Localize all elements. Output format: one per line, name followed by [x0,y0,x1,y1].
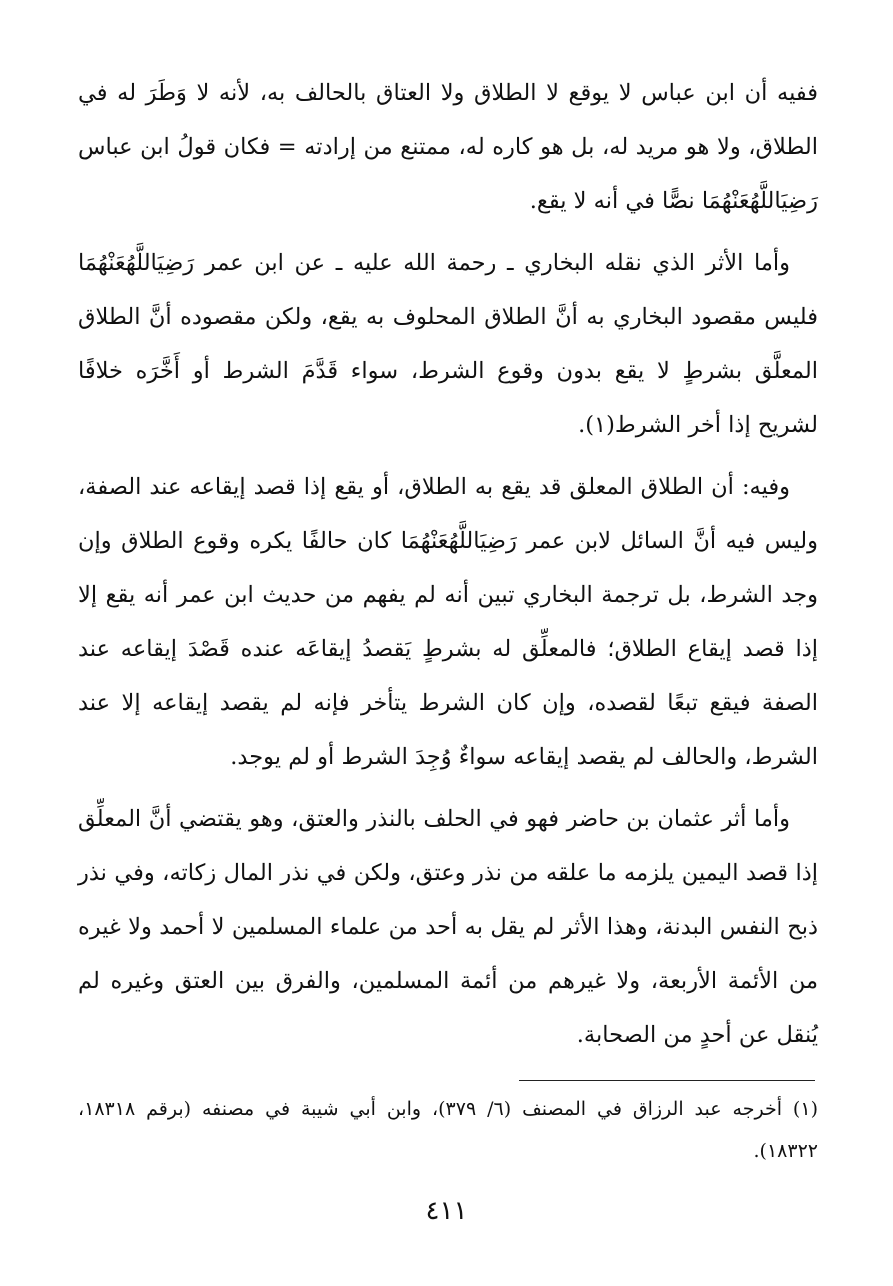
main-text-body [78,66,818,1070]
paragraph-4: وأما أثر عثمان بن حاضر فهو في الحلف بالنذر والعتق، وهو يقتضي أنَّ المعلِّق إذا قصد اليمين يلزمه ما علقه من نذر وعتق، ولكن في نذر المال زكاته، وفي نذر ذبح النفس البدنة، وهذا الأثر لم يقل به أحد من علماء المسلمين لا أحمد ولا غيره من الأئمة الأربعة، ولا غيرهم من أئمة المسلمين، والفرق بين العتق وغيره لم يُنقل عن أحدٍ من الصحابة. [78,806,818,1048]
paragraph-1: ففيه أن ابن عباس لا يوقع لا الطلاق ولا العتاق بالحالف به، لأنه لا وَطَرَ له في الطلاق، ولا هو مريد له، بل هو كاره له، ممتنع من إرادته = فكان قولُ ابن عباس رَضِيَاللَّهُعَنْهُمَا نصًّا في أنه لا يقع. [78,80,818,214]
paragraph-2: وأما الأثر الذي نقله البخاري ـ رحمة الله عليه ـ عن ابن عمر رَضِيَاللَّهُعَنْهُمَا فليس مقصود البخاري به أنَّ الطلاق المحلوف به يقع، ولكن مقصوده أنَّ الطلاق المعلَّق بشرطٍ لا يقع بدون وقوع الشرط، سواء قَدَّمَ الشرط أو أَخَّرَه خلافًا لشريح إذا أخر الشرط(١). [78,250,818,438]
footnote-divider [519,1080,815,1081]
page-number: ٤١١ [425,1196,468,1226]
footnote: (١) أخرجه عبد الرزاق في المصنف (٦/ ٣٧٩)، وابن أبي شيبة في مصنفه (برقم ١٨٣١٨، ١٨٣٢٢). [78,1098,818,1162]
paragraph-3: وفيه: أن الطلاق المعلق قد يقع به الطلاق، أو يقع إذا قصد إيقاعه عند الصفة، وليس فيه أنَّ السائل لابن عمر رَضِيَاللَّهُعَنْهُمَا كان حالفًا يكره وقوع الطلاق وإن وجد الشرط، بل ترجمة البخاري تبين أنه لم يفهم من حديث ابن عمر أنه يقع إلا إذا قصد إيقاع الطلاق؛ فالمعلِّق له بشرطٍ يَقصدُ إيقاعَه عنده قَصْدَ إيقاعه عند الصفة فيقع تبعًا لقصده، وإن كان الشرط يتأخر فإنه لم يقصد إيقاعه إلا عند الشرط، والحالف لم يقصد إيقاعه سواءٌ وُجِدَ الشرط أو لم يوجد. [78,474,818,770]
